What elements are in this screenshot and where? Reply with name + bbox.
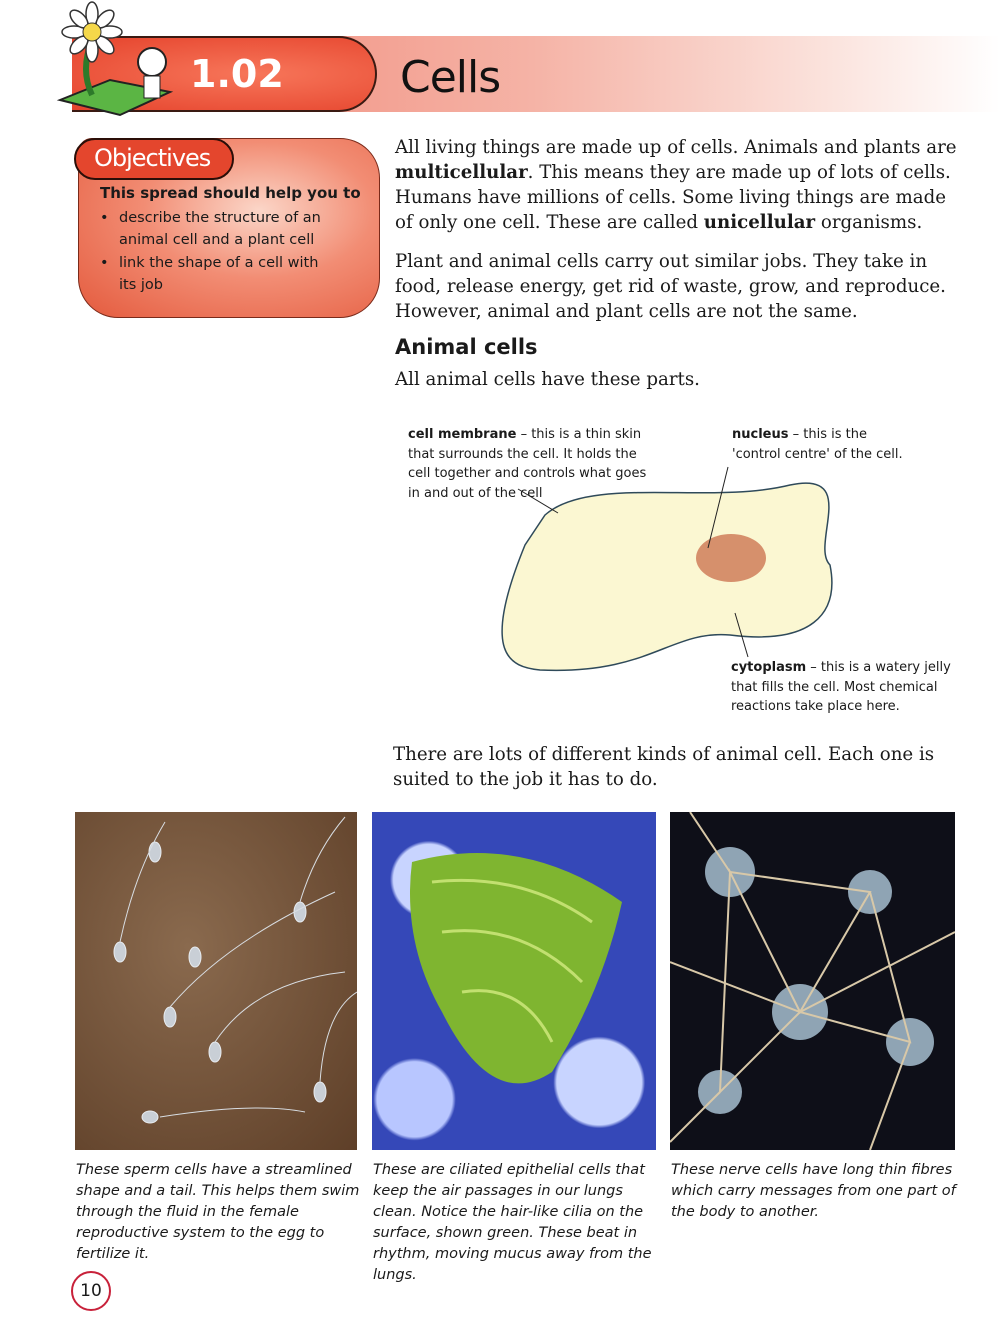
intro-paragraph-2: Plant and animal cells carry out similar jobs. They take in food, release energy, get rid of waste, grow, and reproduce. However, animal and plant cells are not the same. [395, 251, 946, 322]
photo-caption: These are ciliated epithelial cells that keep the air passages in our lungs clean. Notice the hair-like cilia on the surface, shown green. These beat in rhythm, moving mucus away from the lungs. [373, 1162, 652, 1283]
nucleus [696, 534, 766, 582]
section-number: 1.02 [190, 52, 284, 96]
intro-paragraph-1: All living things are made up of cells. Animals and plants are multicellular. This means they are made up of lots of cells. Humans have millions of cells. Some living things are made of only one cell. These are called unicellular organisms. [395, 137, 957, 233]
objectives-heading: This spread should help you to [100, 184, 361, 202]
objective-item: • link the shape of a cell with its job [100, 252, 330, 296]
cell-types-paragraph: There are lots of different kinds of animal cell. Each one is suited to the job it has to do. [393, 744, 935, 790]
objective-item: • describe the structure of an animal cell and a plant cell [100, 207, 370, 251]
cell-membrane [502, 483, 832, 670]
photo-caption: These sperm cells have a streamlined shape and a tail. This helps them swim through the fluid in the female reproductive system to the egg to fertilize it. [76, 1162, 360, 1262]
photo-caption: These nerve cells have long thin fibres which carry messages from one part of the body to another. [671, 1162, 956, 1220]
ciliated-cells-photo [372, 812, 656, 1150]
nerve-cells-photo [670, 812, 955, 1150]
page-number: 10 [71, 1271, 111, 1311]
section-lead: All animal cells have these parts. [395, 369, 700, 390]
page-title: Cells [400, 52, 501, 103]
sperm-cells-photo [75, 812, 357, 1150]
objectives-tab: Objectives [74, 138, 234, 180]
flower-mascot-icon [40, 0, 190, 118]
label-cell-membrane: cell membrane – this is a thin skin that surrounds the cell. It holds the cell together and controls what goes in and out of the cell [408, 427, 647, 501]
section-heading: Animal cells [395, 335, 538, 359]
label-cytoplasm: cytoplasm – this is a watery jelly that fills the cell. Most chemical reactions take place here. [731, 660, 951, 714]
label-nucleus: nucleus – this is the 'control centre' of the cell. [732, 427, 903, 462]
